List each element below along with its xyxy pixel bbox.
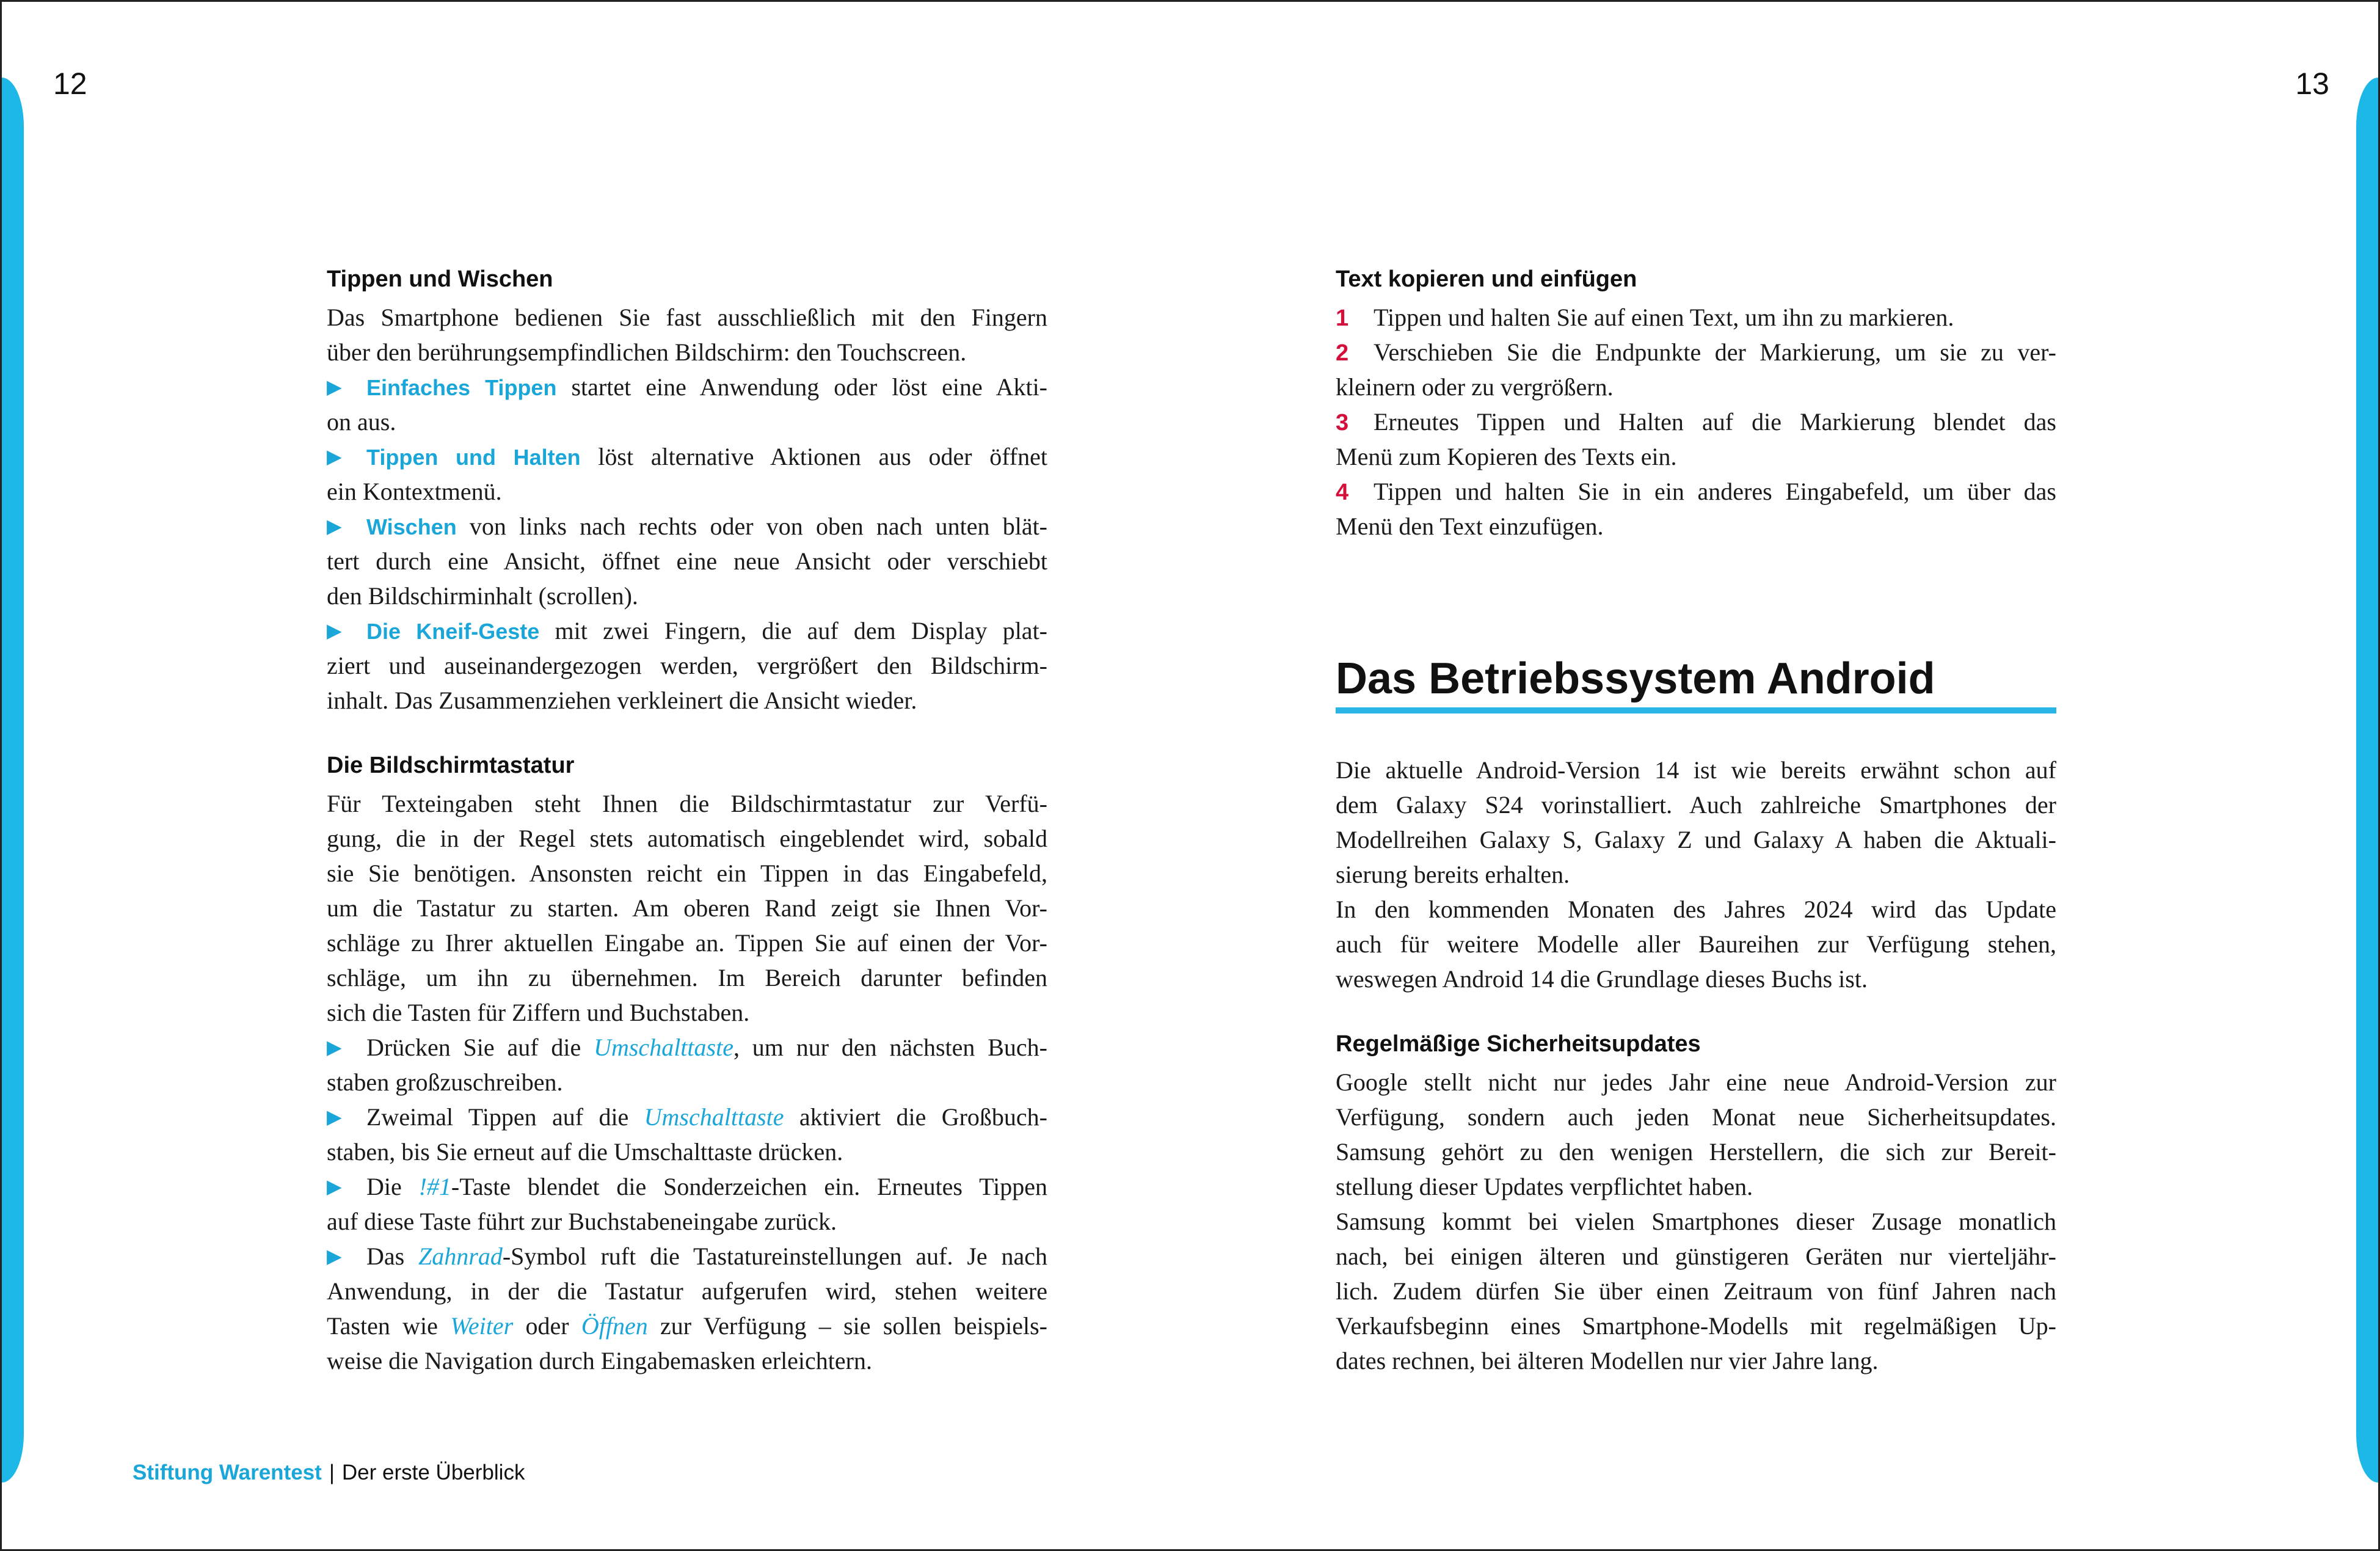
text-segment: über den berührungsempfindlichen Bildschirm: den Touchscreen. <box>327 338 967 366</box>
text-segment: startet eine Anwendung oder löst eine Akti- <box>556 373 1048 401</box>
bullet-triangle-icon: ▶ <box>327 1245 342 1267</box>
text-segment: Tippen und halten Sie in ein anderes Eingabefeld, um über das <box>1374 478 2056 505</box>
step-number: 3 <box>1336 410 1349 436</box>
text-line <box>327 1274 1047 1308</box>
text-line <box>1336 1134 2056 1169</box>
text-segment: sierung bereits erhalten. <box>1336 861 1570 888</box>
text-segment: gung, die in der Regel stets automatisch eingeblendet wird, sobald <box>327 825 1047 852</box>
text-segment: Tasten wie <box>327 1312 451 1340</box>
text-line <box>1336 1274 2056 1308</box>
right-page-column <box>1336 259 2056 1378</box>
text-segment: Die aktuelle Android-Version 14 ist wie bereits erwähnt schon auf <box>1336 756 2056 784</box>
section-heading: Regelmäßige Sicherheitsupdates <box>1336 1031 1701 1057</box>
text-line <box>1336 892 2056 927</box>
text-line <box>1336 857 2056 892</box>
text-segment: auch für weitere Modelle aller Baureihen zur Verfügung stehen, <box>1336 930 2056 958</box>
text-segment: Verschieben Sie die Endpunkte der Markierung, um sie zu ver- <box>1374 338 2056 366</box>
text-line <box>1336 787 2056 822</box>
text-segment: dem Galaxy S24 vorinstalliert. Auch zahlreiche Smartphones der <box>1336 791 2056 819</box>
text-line <box>1336 335 2056 370</box>
text-segment: den Bildschirminhalt (scrollen). <box>327 582 638 610</box>
ui-term: Öffnen <box>581 1312 648 1340</box>
text-line <box>327 786 1047 821</box>
text-line <box>1336 404 2056 439</box>
bullet-triangle-icon: ▶ <box>327 1106 342 1128</box>
highlighted-term: Einfaches Tippen <box>366 375 557 400</box>
step-number: 1 <box>1336 305 1349 331</box>
text-line <box>1336 927 2056 962</box>
text-line <box>327 1169 1047 1204</box>
text-segment: -Symbol ruft die Tastatureinstellungen auf. Je nach <box>502 1243 1047 1270</box>
left-page-column <box>327 259 1047 1378</box>
step-number: 4 <box>1336 480 1349 505</box>
text-line <box>327 1065 1047 1100</box>
text-segment: Samsung kommt bei vielen Smartphones dieser Zusage monatlich <box>1336 1208 2056 1235</box>
text-line <box>327 474 1047 509</box>
section-heading: Text kopieren und einfügen <box>1336 266 1637 292</box>
page-number-left: 12 <box>53 67 87 101</box>
text-segment: Zweimal Tippen auf die <box>366 1103 644 1131</box>
text-segment: mit zwei Fingern, die auf dem Display plat- <box>539 617 1047 644</box>
text-line <box>327 891 1047 925</box>
text-segment: oder <box>513 1312 581 1340</box>
text-line <box>327 821 1047 856</box>
ui-term: Zahnrad <box>418 1243 503 1270</box>
text-line <box>327 613 1047 648</box>
text-segment: aktiviert die Großbuch- <box>784 1103 1047 1131</box>
text-segment: tert durch eine Ansicht, öffnet eine neue Ansicht oder verschiebt <box>327 547 1047 575</box>
text-segment: Tippen und halten Sie auf einen Text, um ihn zu markieren. <box>1374 304 1954 331</box>
text-segment: von links nach rechts oder von oben nach unten blät- <box>456 513 1047 540</box>
text-line <box>327 856 1047 891</box>
text-line <box>1336 300 2056 335</box>
section-heading: Die Bildschirmtastatur <box>327 753 575 778</box>
text-line <box>327 335 1047 370</box>
text-segment: zur Verfügung – sie sollen beispiels- <box>647 1312 1047 1340</box>
bullet-triangle-icon: ▶ <box>327 1036 342 1058</box>
ui-term: !#1 <box>418 1173 451 1200</box>
text-line <box>327 439 1047 474</box>
text-line <box>327 509 1047 544</box>
text-line <box>1336 1065 2056 1100</box>
text-segment: um die Tastatur zu starten. Am oberen Rand zeigt sie Ihnen Vor- <box>327 894 1047 922</box>
right-edge-tab <box>2356 78 2378 1483</box>
text-line <box>327 1030 1047 1065</box>
page-footer <box>133 1461 525 1485</box>
text-line <box>327 300 1047 335</box>
text-segment: Anwendung, in der die Tastatur aufgerufen wird, stehen weitere <box>327 1277 1047 1305</box>
text-line <box>1336 1308 2056 1343</box>
text-segment: Samsung gehört zu den wenigen Herstellern, die sich zur Bereit- <box>1336 1138 2056 1166</box>
footer-brand: Stiftung Warentest <box>133 1461 322 1484</box>
bullet-triangle-icon: ▶ <box>327 445 342 467</box>
text-line <box>327 1343 1047 1378</box>
text-segment: sie Sie benötigen. Ansonsten reicht ein Tippen in das Eingabefeld, <box>327 859 1047 887</box>
footer-separator: | <box>329 1461 335 1484</box>
text-segment: -Taste blendet die Sonderzeichen ein. Erneutes Tippen <box>451 1173 1047 1200</box>
text-line <box>327 1100 1047 1134</box>
chapter-title-rule <box>1336 707 2056 713</box>
section-heading: Tippen und Wischen <box>327 266 553 292</box>
text-line <box>327 925 1047 960</box>
text-segment: schläge, um ihn zu übernehmen. Im Bereich darunter befinden <box>327 964 1047 991</box>
footer-chapter: Der erste Überblick <box>341 1461 525 1484</box>
text-line <box>327 578 1047 613</box>
text-line <box>1336 370 2056 404</box>
step-number: 2 <box>1336 340 1349 366</box>
text-segment: inhalt. Das Zusammenziehen verkleinert die Ansicht wieder. <box>327 687 917 714</box>
ui-term: Umschalttaste <box>594 1034 733 1061</box>
text-segment: weise die Navigation durch Eingabemasken erleichtern. <box>327 1347 872 1374</box>
ui-term: Umschalttaste <box>644 1103 784 1131</box>
text-segment: löst alternative Aktionen aus oder öffnet <box>580 443 1047 470</box>
text-line <box>327 960 1047 995</box>
text-segment: Die <box>366 1173 419 1200</box>
text-segment: staben großzuschreiben. <box>327 1068 563 1096</box>
text-line <box>1336 439 2056 474</box>
left-edge-tab <box>2 78 24 1483</box>
text-line <box>327 1308 1047 1343</box>
text-segment: sich die Tasten für Ziffern und Buchstaben. <box>327 999 750 1026</box>
text-line <box>327 1134 1047 1169</box>
highlighted-term: Tippen und Halten <box>366 445 581 470</box>
text-line <box>327 683 1047 718</box>
text-line <box>1336 1169 2056 1204</box>
text-line <box>327 370 1047 404</box>
highlighted-term: Die Kneif-Geste <box>366 619 540 644</box>
text-segment: Google stellt nicht nur jedes Jahr eine neue Android-Version zur <box>1336 1068 2056 1096</box>
text-line <box>1336 822 2056 857</box>
text-segment: staben, bis Sie erneut auf die Umschalttaste drücken. <box>327 1138 843 1166</box>
text-line <box>327 995 1047 1030</box>
bullet-triangle-icon: ▶ <box>327 619 342 641</box>
text-line <box>1336 1204 2056 1239</box>
text-segment: on aus. <box>327 408 396 436</box>
text-line <box>1336 1343 2056 1378</box>
text-segment: stellung dieser Updates verpflichtet haben. <box>1336 1173 1753 1200</box>
text-segment: Das <box>366 1243 419 1270</box>
text-segment: auf diese Taste führt zur Buchstabeneingabe zurück. <box>327 1208 837 1235</box>
text-line <box>327 1239 1047 1274</box>
text-segment: Verkaufsbeginn eines Smartphone-Modells mit regelmäßigen Up- <box>1336 1312 2056 1340</box>
bullet-triangle-icon: ▶ <box>327 515 342 537</box>
text-segment: schläge zu Ihrer aktuellen Eingabe an. Tippen Sie auf einen der Vor- <box>327 929 1047 957</box>
text-segment: Für Texteingaben steht Ihnen die Bildschirmtastatur zur Verfü- <box>327 790 1047 817</box>
text-segment: , um nur den nächsten Buch- <box>733 1034 1047 1061</box>
text-segment: ziert und auseinandergezogen werden, vergrößert den Bildschirm- <box>327 652 1047 679</box>
text-segment: Das Smartphone bedienen Sie fast ausschließlich mit den Fingern <box>327 304 1047 331</box>
text-segment: weswegen Android 14 die Grundlage dieses Buchs ist. <box>1336 965 1868 993</box>
text-line <box>327 544 1047 578</box>
ui-term: Weiter <box>450 1312 514 1340</box>
text-line <box>1336 962 2056 996</box>
text-segment: Menü den Text einzufügen. <box>1336 513 1604 540</box>
text-line <box>1336 474 2056 509</box>
page-number-right: 13 <box>2295 67 2329 101</box>
text-segment: nach, bei einigen älteren und günstigeren Geräten nur vierteljähr- <box>1336 1243 2056 1270</box>
text-segment: In den kommenden Monaten des Jahres 2024 wird das Update <box>1336 896 2056 923</box>
text-segment: Modellreihen Galaxy S, Galaxy Z und Galaxy A haben die Aktuali- <box>1336 826 2056 853</box>
text-line <box>1336 1100 2056 1134</box>
text-line <box>1336 753 2056 787</box>
bullet-triangle-icon: ▶ <box>327 376 342 398</box>
text-segment: Drücken Sie auf die <box>366 1034 594 1061</box>
text-segment: ein Kontextmenü. <box>327 478 502 505</box>
highlighted-term: Wischen <box>366 514 457 539</box>
text-line <box>1336 1239 2056 1274</box>
text-line <box>1336 509 2056 544</box>
text-line <box>327 648 1047 683</box>
text-line <box>327 1204 1047 1239</box>
text-line <box>327 404 1047 439</box>
bullet-triangle-icon: ▶ <box>327 1175 342 1197</box>
text-segment: lich. Zudem dürfen Sie über einen Zeitraum von fünf Jahren nach <box>1336 1277 2056 1305</box>
text-segment: Verfügung, sondern auch jeden Monat neue Sicherheitsupdates. <box>1336 1103 2056 1131</box>
text-segment: Erneutes Tippen und Halten auf die Markierung blendet das <box>1374 408 2056 436</box>
text-segment: kleinern oder zu vergrößern. <box>1336 373 1614 401</box>
text-segment: dates rechnen, bei älteren Modellen nur vier Jahre lang. <box>1336 1347 1879 1374</box>
chapter-title: Das Betriebssystem Android <box>1336 654 1935 703</box>
text-segment: Menü zum Kopieren des Texts ein. <box>1336 443 1677 470</box>
